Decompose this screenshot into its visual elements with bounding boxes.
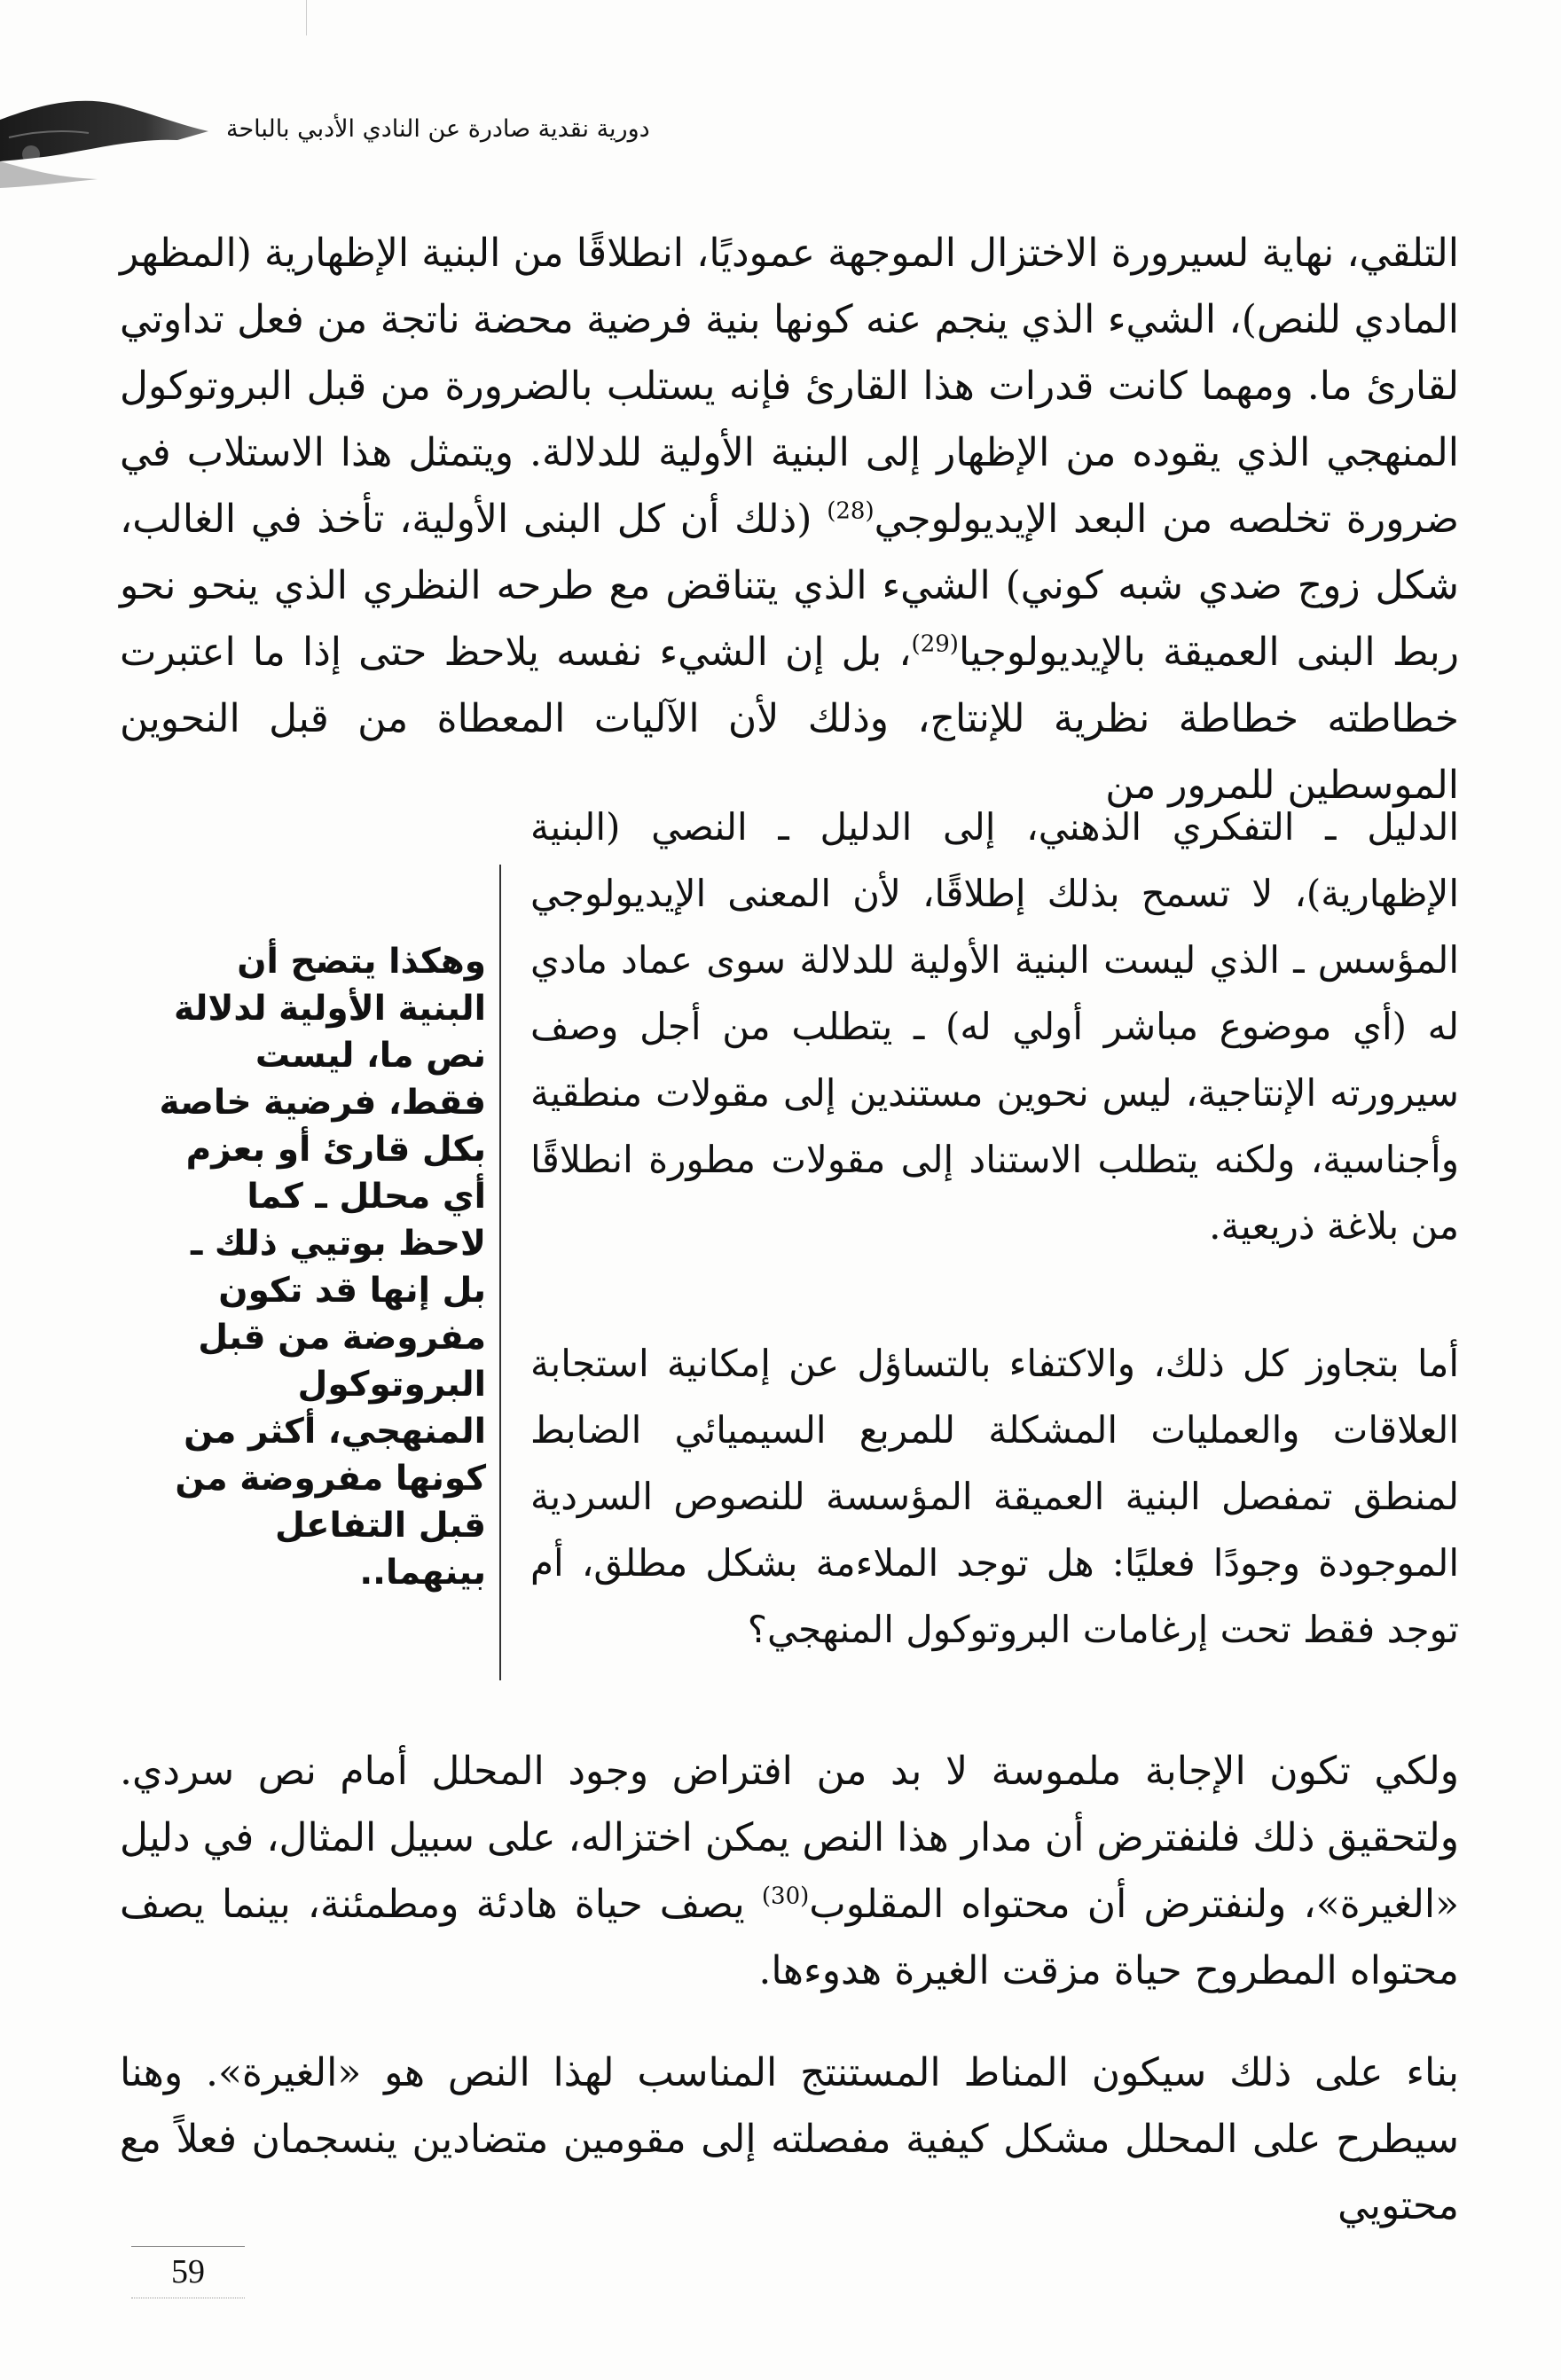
paragraph-1 — [120, 220, 1459, 818]
journal-logo-icon — [0, 98, 222, 195]
paragraph-3-text-b: يصف حياة هادئة ومطمئنة، بينما يصف محتواه المطروح حياة مزقت الغيرة هدوءها. — [120, 1882, 1459, 1993]
crop-mark — [306, 0, 307, 35]
pull-quote: وهكذا يتضح أن البنية الأولية لدلالة نص ما، ليست فقط، فرضية خاصة بكل قارئ أو بعزم أي محلل ـ كما لاحظ بوتيي ذلك ـ بل إنها قد تكون مفروضة من قبل البروتوكول المنهجي، أكثر من كونها مفروضة من قبل التفاعل بينهما.. — [159, 942, 486, 1593]
column-divider — [499, 865, 501, 1680]
paragraph-4: بناء على ذلك سيكون المناط المستنتج المناسب لهذا النص هو «الغيرة». وهنا سيطرح على المحلل مشكل كيفية مفصلته إلى مقومين متضادين ينسجمان فعلاً مع محتويي — [120, 2050, 1459, 2228]
page-number-rule-bottom — [131, 2298, 245, 2299]
page-number-rule-top — [131, 2246, 245, 2247]
footnote-ref-29[interactable]: (29) — [911, 630, 959, 658]
paragraph-3 — [120, 1738, 1459, 2004]
paragraph-1-text-a: التلقي، نهاية لسيرورة الاختزال الموجهة عموديًا، انطلاقًا من البنية الإظهارية (المظهر المادي للنص)، الشيء الذي ينجم عنه كونها بنية فرضية محضة ناتجة من فعل تداوتي لقارئ ما. ومهما كانت قدرات هذا القارئ فإنه يستلب بالضرورة من قبل البروتوكول المنهجي الذي يقوده من الإظهار إلى البنية الأولية للدلالة. ويتمثل هذا الاستلاب في ضرورة تخلصه من البعد الإيديولوجي — [120, 231, 1459, 542]
page-number: 59 — [171, 2253, 205, 2290]
footnote-ref-30[interactable]: (30) — [761, 1883, 810, 1910]
paragraph-1-text-b: (ذلك أن كل البنى الأولية، تأخذ في الغالب، شكل زوج ضدي شبه كوني) الشيء الذي يتناقض مع طرحه النظري الذي ينحو نحو ربط البنى العميقة بالإيديولوجيا — [120, 497, 1459, 675]
paragraph-2: أما بتجاوز كل ذلك، والاكتفاء بالتساؤل عن إمكانية استجابة العلاقات والعمليات المشكلة للمربع السيميائي الضابط لمنطق تمفصل البنية العميقة المؤسسة للنصوص السردية الموجودة وجودًا فعليًا: هل توجد الملاءمة بشكل مطلق، أم توجد فقط تحت إرغامات البروتوكول المنهجي؟ — [530, 1342, 1459, 1651]
paragraph-1-text-c: ، بل إن الشيء نفسه يلاحظ حتى إذا ما اعتبرت خطاطته خطاطة نظرية للإنتاج، وذلك لأن الآليات المعطاة من قبل النحوين الموسطين للمرور من — [120, 630, 1459, 808]
paragraph-1-continuation: الدليل ـ التفكري الذهني، إلى الدليل ـ النصي (البنية الإظهارية)، لا تسمح بذلك إطلاقًا، لأن المعنى الإيديولوجي المؤسس ـ الذي ليست البنية الأولية للدلالة سوى عماد مادي له (أي موضوع مباشر أولي له) ـ يتطلب من أجل وصف سيرورته الإنتاجية، ليس نحوين مستندين إلى مقولات منطقية وأجناسية، ولكنه يتطلب الاستناد إلى مقولات مطورة انطلاقًا من بلاغة ذريعية. — [530, 805, 1459, 1248]
footnote-ref-28[interactable]: (28) — [827, 497, 875, 525]
paragraph-3-text-a: ولكي تكون الإجابة ملموسة لا بد من افتراض وجود المحلل أمام نص سردي. ولتحقيق ذلك فلنفترض أن مدار هذا النص يمكن اختزاله، على سبيل المثال، في دليل «الغيرة»، ولنفترض أن محتواه المقلوب — [120, 1749, 1459, 1927]
header-title: دورية نقدية صادرة عن النادي الأدبي بالباحة — [226, 115, 650, 143]
running-header — [0, 98, 887, 195]
